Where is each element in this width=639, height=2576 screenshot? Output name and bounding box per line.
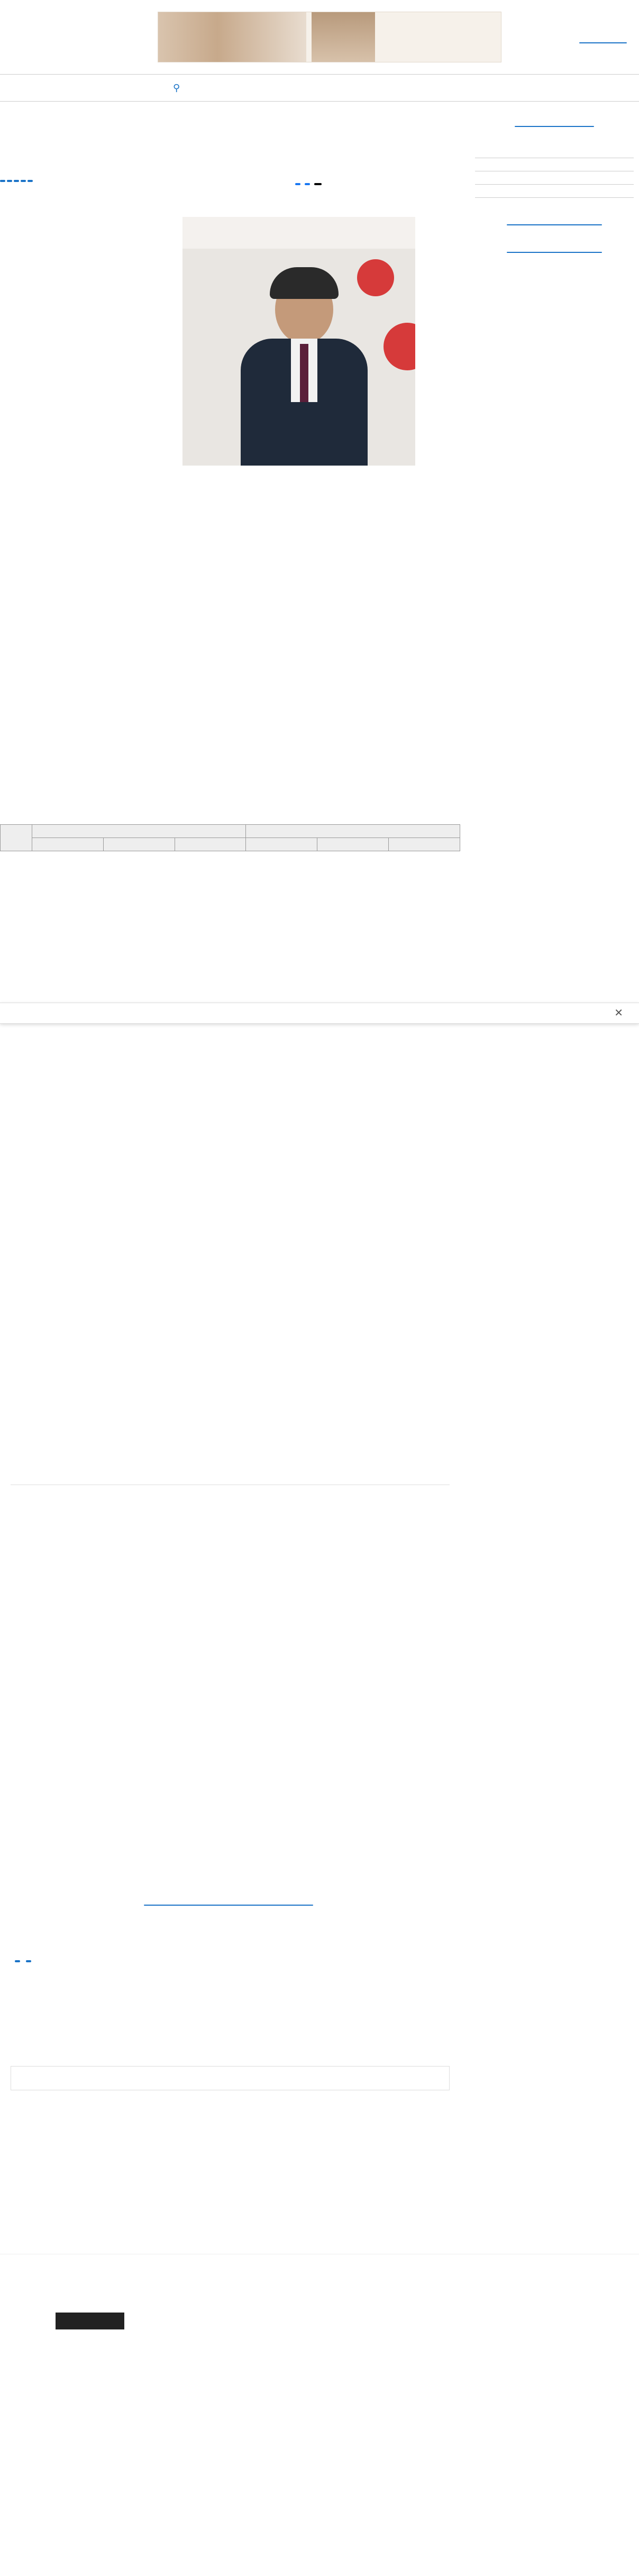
banner-photo-2: [312, 12, 375, 62]
tag[interactable]: [14, 180, 19, 182]
article-body-4: [0, 1333, 460, 1347]
banner-photo: [158, 12, 306, 62]
sidebar-link-jobs[interactable]: [475, 145, 634, 158]
comments-more-button[interactable]: [507, 224, 602, 225]
close-icon[interactable]: ✕: [614, 1006, 623, 1019]
th-month: [1, 825, 32, 851]
th-outbound: [246, 825, 460, 838]
main-nav: [0, 74, 639, 102]
tag[interactable]: [0, 180, 5, 182]
share-overlay: [0, 1003, 639, 1024]
ranking-more-button[interactable]: [507, 252, 602, 253]
tag[interactable]: [15, 1960, 20, 1962]
tag[interactable]: [21, 180, 26, 182]
article-body-3: [0, 1143, 460, 1157]
tag[interactable]: [28, 180, 33, 182]
article-body: [0, 489, 460, 503]
search-icon[interactable]: ⚲: [173, 82, 180, 94]
follow-button[interactable]: [56, 2313, 124, 2329]
stats-table-top: [0, 824, 460, 851]
login-button[interactable]: [579, 42, 627, 43]
sidebar: [475, 117, 634, 274]
comments-section: [11, 1471, 450, 1485]
share-buttons: [295, 183, 347, 185]
tag[interactable]: [26, 1960, 31, 1962]
sidebar-link-grants[interactable]: [475, 185, 634, 198]
vendor-more-button[interactable]: [515, 126, 594, 127]
post-notice: [11, 2066, 450, 2090]
tag[interactable]: [7, 180, 12, 182]
related-section: [11, 1950, 450, 1969]
ad-banner[interactable]: [158, 12, 501, 62]
facebook-like-button[interactable]: [295, 183, 300, 185]
comment-button[interactable]: [144, 1905, 313, 1906]
footer: [0, 2254, 639, 2576]
sidebar-link-perks[interactable]: [475, 158, 634, 171]
sidebar-link-events[interactable]: [475, 171, 634, 185]
x-post-button[interactable]: [314, 183, 322, 185]
article-photo: [182, 217, 415, 466]
article-tags: [0, 174, 34, 184]
facebook-share-button[interactable]: [305, 183, 310, 185]
th-inbound: [32, 825, 246, 838]
